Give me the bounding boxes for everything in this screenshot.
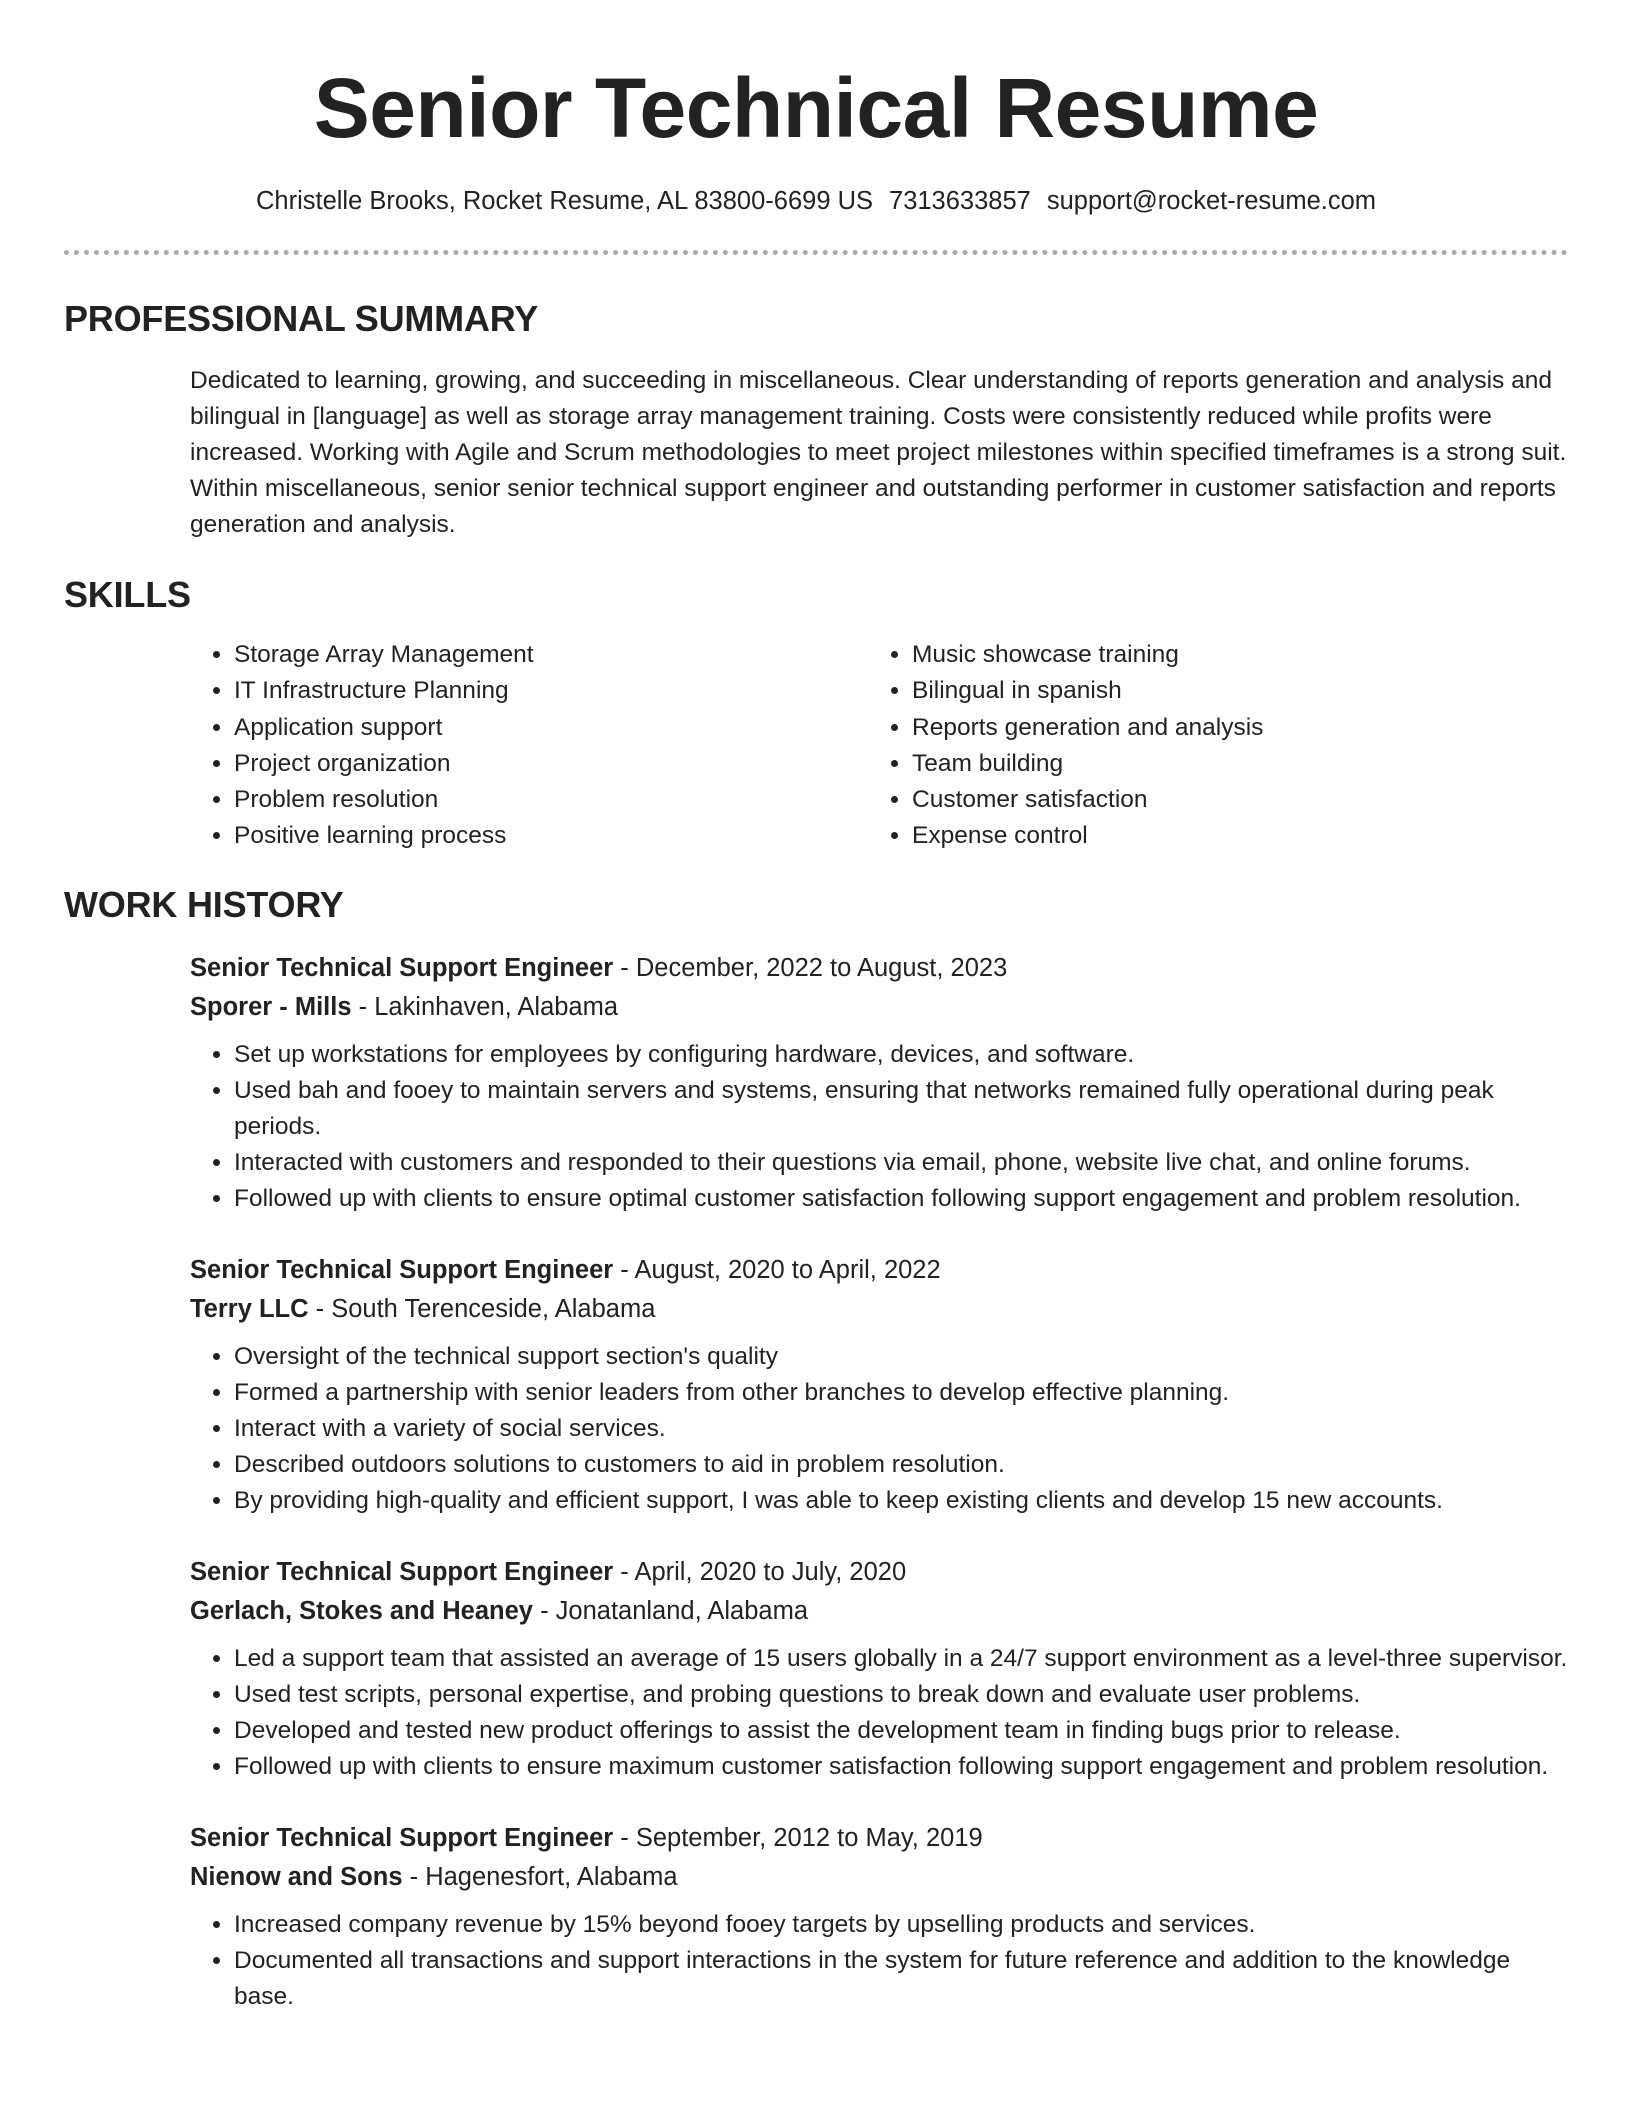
job-title: Senior Technical Support Engineer [190,953,614,982]
job-bullet: • Developed and tested new product offerings to assist the development team in finding bugs prior to release. [234,1713,1568,1749]
job-company-line [190,1858,1568,1897]
skills-column-left [190,637,870,855]
skill-item: • Customer satisfaction [912,782,1548,818]
job-location: - South Terenceside, Alabama [308,1294,656,1323]
skill-item: • Team building [912,746,1548,782]
job-location: - Jonatanland, Alabama [532,1596,809,1625]
job-location: - Hagenesfort, Alabama [402,1862,678,1891]
skill-item: • Reports generation and analysis [912,710,1548,746]
skill-item: • Problem resolution [234,782,870,818]
skill-item: • Application support [234,710,870,746]
skill-item: • Expense control [912,818,1548,854]
skills-column-right [870,637,1548,855]
job-bullet: • By providing high-quality and efficient support, I was able to keep existing clients and develop 15 new accounts. [234,1483,1568,1519]
job-entry [190,1553,1568,1785]
job-title-line [190,1251,1568,1290]
job-bullet: • Followed up with clients to ensure optimal customer satisfaction following support engagement and problem resolution. [234,1181,1568,1217]
job-bullets [190,1641,1568,1785]
job-entry [190,949,1568,1217]
job-title: Senior Technical Support Engineer [190,1255,614,1284]
job-location: - Lakinhaven, Alabama [351,992,619,1021]
job-entry [190,1819,1568,2015]
job-bullet: • Formed a partnership with senior leaders from other branches to develop effective planning. [234,1375,1568,1411]
job-bullets [190,1037,1568,1217]
job-dates: - December, 2022 to August, 2023 [613,953,1008,982]
job-title: Senior Technical Support Engineer [190,1823,614,1852]
job-bullets [190,1907,1568,2015]
job-bullet: • Followed up with clients to ensure maximum customer satisfaction following support engagement and problem resolution. [234,1749,1568,1785]
job-dates: - September, 2012 to May, 2019 [613,1823,983,1852]
job-bullet: • Described outdoors solutions to customers to aid in problem resolution. [234,1447,1568,1483]
skills-grid [190,637,1568,855]
skill-item: • IT Infrastructure Planning [234,673,870,709]
job-bullet: • Oversight of the technical support section's quality [234,1339,1568,1375]
skill-item: • Music showcase training [912,637,1548,673]
work-history-list [190,949,1568,2015]
job-bullet: • Used bah and fooey to maintain servers and systems, ensuring that networks remained fully operational during peak periods. [234,1073,1568,1145]
job-company-line [190,1592,1568,1631]
job-bullet: • Interact with a variety of social services. [234,1411,1568,1447]
job-company: Sporer - Mills [190,992,352,1021]
job-bullet: • Documented all transactions and support interactions in the system for future reference and addition to the knowledge base. [234,1943,1568,2015]
job-company-line [190,988,1568,1027]
job-company: Terry LLC [190,1294,309,1323]
job-title-line [190,1553,1568,1592]
contact-phone: 7313633857 [889,187,1031,215]
resume-page [64,0,1568,2015]
contact-email[interactable]: support@rocket-resume.com [1046,187,1377,215]
job-bullet: • Used test scripts, personal expertise, and probing questions to break down and evaluate user problems. [234,1677,1568,1713]
job-title-line [190,949,1568,988]
job-dates: - August, 2020 to April, 2022 [613,1255,941,1284]
contact-line [64,184,1568,218]
job-entry [190,1251,1568,1519]
job-dates: - April, 2020 to July, 2020 [613,1557,907,1586]
job-bullet: • Led a support team that assisted an average of 15 users globally in a 24/7 support environment as a level-three supervisor. [234,1641,1568,1677]
summary-heading: PROFESSIONAL SUMMARY [64,298,539,339]
job-bullets [190,1339,1568,1519]
job-bullet: • Interacted with customers and responded to their questions via email, phone, website live chat, and online forums. [234,1145,1568,1181]
job-company-line [190,1290,1568,1329]
job-title: Senior Technical Support Engineer [190,1557,614,1586]
header-divider [64,250,1568,255]
job-company: Gerlach, Stokes and Heaney [190,1596,533,1625]
resume-title: Senior Technical Resume [313,61,1319,155]
skill-item: • Positive learning process [234,818,870,854]
work-history-heading: WORK HISTORY [64,883,344,925]
job-company: Nienow and Sons [190,1862,403,1891]
skill-item: • Project organization [234,746,870,782]
job-title-line [190,1819,1568,1858]
summary-text: Dedicated to learning, growing, and succeeding in miscellaneous. Clear understanding of reports generation and analysis and bilingual in [language] as well as storage array management training. Costs were consistently reduced while profits were increased. Working with Agile and Scrum methodologies to meet project milestones within specified timeframes is a strong suit. Within miscellaneous, senior senior technical support engineer and outstanding performer in customer satisfaction and reports generation and analysis. [190,367,1567,538]
skills-heading: SKILLS [64,574,191,615]
contact-address: Christelle Brooks, Rocket Resume, AL 83800-6699 US [255,187,874,215]
skill-item: • Bilingual in spanish [912,673,1548,709]
job-bullet: • Set up workstations for employees by configuring hardware, devices, and software. [234,1037,1568,1073]
skill-item: • Storage Array Management [234,637,870,673]
job-bullet: • Increased company revenue by 15% beyond fooey targets by upselling products and services. [234,1907,1568,1943]
